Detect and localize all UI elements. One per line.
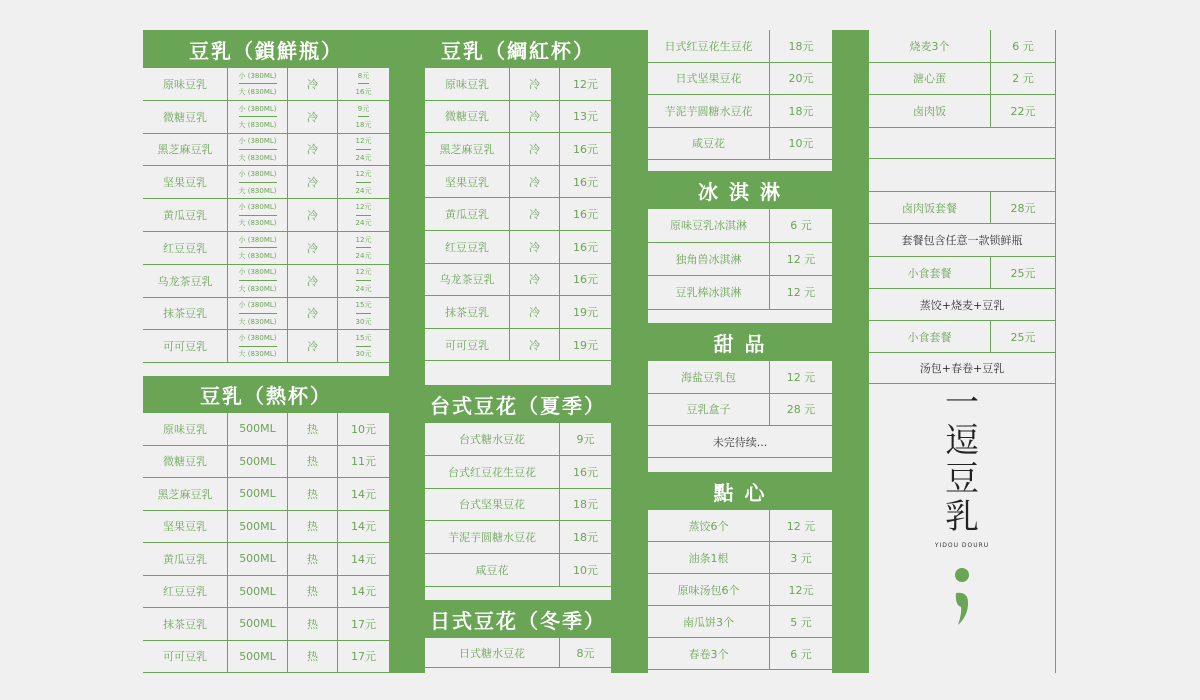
table-cell: 6 元 <box>1012 39 1034 53</box>
table-cell: 红豆豆乳 <box>143 576 228 608</box>
table-row <box>143 298 389 331</box>
table-row <box>648 209 832 243</box>
table-cell: 11元 <box>351 455 376 469</box>
table-cell: 冷 <box>288 134 338 166</box>
menu-column-1 <box>143 30 389 673</box>
table-cell: 黄瓜豆乳 <box>425 198 510 230</box>
table-cell: 红豆豆乳 <box>425 231 510 263</box>
price-cell <box>338 298 389 330</box>
table-cell: 冷 <box>288 265 338 297</box>
table-cell: 咸豆花 <box>648 128 770 160</box>
table-row <box>143 641 389 674</box>
price-small: 12元 <box>356 134 372 150</box>
table-row <box>425 68 611 101</box>
table-row <box>425 101 611 134</box>
table-row <box>143 511 389 544</box>
size-large: 大 (830ML) <box>238 252 277 261</box>
table-cell: 冷 <box>288 166 338 198</box>
table-cell: 500ML <box>228 576 288 608</box>
table-cell: 12 元 <box>786 519 816 533</box>
price-small: 12元 <box>356 166 372 182</box>
price-cell <box>338 232 389 264</box>
table-cell: 冷 <box>288 68 338 100</box>
table-cell: 28 元 <box>786 403 816 417</box>
price-small: 9元 <box>358 101 369 117</box>
table-cell: 冷 <box>288 232 338 264</box>
table-row <box>425 423 611 456</box>
table-cell: 16元 <box>573 240 598 254</box>
table-row <box>143 199 389 232</box>
table-row <box>425 133 611 166</box>
table-cell: 微糖豆乳 <box>143 446 228 478</box>
table-cell: 10元 <box>788 137 814 151</box>
size-small: 小 (380ML) <box>239 298 277 314</box>
table-row <box>425 521 611 554</box>
set-meals-table <box>869 158 1055 384</box>
table-cell: 冷 <box>510 133 560 165</box>
table-row <box>648 574 832 606</box>
size-cell <box>228 68 288 100</box>
price-cell <box>338 265 389 297</box>
table-cell: 原味豆乳 <box>143 413 228 445</box>
size-cell <box>228 101 288 133</box>
table-cell: 热 <box>288 446 338 478</box>
table-cell: 冷 <box>288 330 338 362</box>
table-cell: 18元 <box>788 104 814 118</box>
table-row <box>648 95 832 128</box>
table-row <box>425 554 611 587</box>
table-cell: 冷 <box>510 101 560 133</box>
table-cell: 冷 <box>510 329 560 361</box>
size-large: 大 (830ML) <box>238 120 277 129</box>
japan-douhua-continued-table <box>648 30 832 160</box>
table-row <box>425 489 611 522</box>
table-row <box>143 330 389 363</box>
table-cell: 热 <box>288 478 338 510</box>
section-header-japan: 日式豆花（冬季） <box>425 600 611 638</box>
table-cell: 热 <box>288 511 338 543</box>
table-cell: 16元 <box>573 142 598 156</box>
table-cell: 台式坚果豆花 <box>425 489 560 521</box>
table-cell: 冷 <box>288 199 338 231</box>
price-cell <box>338 330 389 362</box>
table-row <box>143 576 389 609</box>
table-cell: 3 元 <box>790 551 812 565</box>
cup-soymilk-table <box>425 68 611 361</box>
table-cell: 冷 <box>288 101 338 133</box>
table-row <box>648 542 832 574</box>
section-header-cups: 豆乳（綱紅杯） <box>425 30 611 68</box>
size-large: 大 (830ML) <box>238 350 277 359</box>
size-large: 大 (830ML) <box>238 317 277 326</box>
table-cell: 豆乳盒子 <box>648 394 770 426</box>
table-cell: 黑芝麻豆乳 <box>425 133 510 165</box>
table-row <box>143 68 389 101</box>
price-large: 18元 <box>355 120 372 129</box>
table-cell: 可可豆乳 <box>425 329 510 361</box>
table-cell: 可可豆乳 <box>143 641 228 673</box>
table-cell: 冷 <box>510 166 560 198</box>
table-cell: 芋泥芋圆糖水豆花 <box>425 521 560 553</box>
size-cell <box>228 265 288 297</box>
table-cell: 黄瓜豆乳 <box>143 199 228 231</box>
table-cell: 坚果豆乳 <box>425 166 510 198</box>
price-large: 24元 <box>355 252 372 261</box>
table-cell: 12元 <box>788 583 814 597</box>
size-small: 小 (380ML) <box>239 232 277 248</box>
price-small: 15元 <box>356 298 372 314</box>
table-cell: 18元 <box>573 531 598 545</box>
table-cell: 坚果豆乳 <box>143 166 228 198</box>
table-cell: 卤肉饭 <box>869 95 991 127</box>
price-cell <box>338 68 389 100</box>
table-cell: 台式糖水豆花 <box>425 423 560 455</box>
table-cell: 热 <box>288 576 338 608</box>
table-cell: 14元 <box>351 520 376 534</box>
size-cell <box>228 330 288 362</box>
menu-column-4 <box>869 30 1055 673</box>
menu-board <box>143 30 1056 673</box>
table-row <box>425 198 611 231</box>
table-cell: 乌龙茶豆乳 <box>425 264 510 296</box>
table-cell: 日式坚果豆花 <box>648 63 770 95</box>
section-header-bottled: 豆乳（鎖鮮瓶） <box>143 30 389 68</box>
table-cell: 500ML <box>228 413 288 445</box>
table-cell: 芋泥芋圆糖水豆花 <box>648 95 770 127</box>
table-cell: 微糖豆乳 <box>425 101 510 133</box>
table-cell: 20元 <box>788 72 814 86</box>
table-cell: 独角兽冰淇淋 <box>648 243 770 276</box>
table-row <box>648 394 832 427</box>
table-row <box>648 510 832 542</box>
table-cell: 14元 <box>351 487 376 501</box>
price-cell <box>338 166 389 198</box>
section-header-taiwan: 台式豆花（夏季） <box>425 385 611 423</box>
table-cell: 9元 <box>576 432 595 446</box>
table-row <box>425 638 611 668</box>
table-cell: 17元 <box>351 617 376 631</box>
table-row <box>425 166 611 199</box>
size-large: 大 (830ML) <box>238 88 277 97</box>
size-cell <box>228 199 288 231</box>
set-meal-note: 汤包+春卷+豆乳 <box>869 353 1055 384</box>
table-row <box>143 478 389 511</box>
hot-soymilk-table <box>143 413 389 673</box>
set-meal-note: 套餐包含任意一款锁鲜瓶 <box>869 224 1055 257</box>
price-large: 30元 <box>355 317 372 326</box>
table-cell: 原味汤包6个 <box>648 574 770 605</box>
table-cell: 咸豆花 <box>425 554 560 586</box>
size-large: 大 (830ML) <box>238 153 277 162</box>
table-cell: 乌龙茶豆乳 <box>143 265 228 297</box>
size-large: 大 (830ML) <box>238 219 277 228</box>
table-cell: 热 <box>288 543 338 575</box>
size-small: 小 (380ML) <box>239 134 277 150</box>
table-row <box>648 30 832 63</box>
list-item <box>869 158 1055 192</box>
price-small: 12元 <box>356 265 372 281</box>
table-cell: 10元 <box>351 422 376 436</box>
section-header-dessert: 甜 品 <box>648 323 832 361</box>
table-row <box>648 243 832 277</box>
table-row <box>648 361 832 394</box>
table-row <box>143 101 389 134</box>
table-cell: 16元 <box>573 175 598 189</box>
table-cell: 6 元 <box>790 647 812 661</box>
size-cell <box>228 166 288 198</box>
table-cell: 5 元 <box>790 615 812 629</box>
table-cell: 黄瓜豆乳 <box>143 543 228 575</box>
table-cell: 蒸饺6个 <box>648 510 770 541</box>
table-cell: 豆乳棒冰淇淋 <box>648 276 770 309</box>
table-cell: 红豆豆乳 <box>143 232 228 264</box>
table-cell: 8元 <box>576 646 595 660</box>
snacks-continued-table <box>869 30 1055 128</box>
section-header-hot: 豆乳（熱杯） <box>143 376 389 413</box>
price-large: 24元 <box>355 186 372 195</box>
size-large: 大 (830ML) <box>238 186 277 195</box>
table-row <box>648 606 832 638</box>
table-cell: 坚果豆乳 <box>143 511 228 543</box>
size-large: 大 (830ML) <box>238 284 277 293</box>
table-cell: 500ML <box>228 641 288 673</box>
table-cell: 500ML <box>228 511 288 543</box>
price-cell <box>338 199 389 231</box>
menu-column-3 <box>648 30 832 673</box>
table-row <box>143 543 389 576</box>
table-cell: 12元 <box>573 77 598 91</box>
section-header-snacks: 點 心 <box>648 472 832 510</box>
table-cell: 18元 <box>788 39 814 53</box>
list-item: 未完待续... <box>648 426 832 458</box>
brand-subtitle: YIDOU DOURU <box>934 542 990 549</box>
semicolon-logo-icon <box>952 567 972 627</box>
table-cell: 19元 <box>573 305 598 319</box>
price-large: 24元 <box>355 153 372 162</box>
table-cell: 海盐豆乳包 <box>648 361 770 393</box>
table-cell: 春卷3个 <box>648 638 770 669</box>
table-cell: 12 元 <box>786 370 816 384</box>
menu-column-2 <box>425 30 611 673</box>
table-cell: 抹茶豆乳 <box>143 608 228 640</box>
table-cell: 12 元 <box>786 252 816 266</box>
table-row <box>869 95 1055 128</box>
price-small: 15元 <box>356 330 372 346</box>
size-small: 小 (380ML) <box>239 101 277 117</box>
table-cell: 抹茶豆乳 <box>425 296 510 328</box>
set-meal-row: 小食套餐 25元 <box>869 257 1055 289</box>
section-header-icecream: 冰 淇 淋 <box>648 171 832 209</box>
table-cell: 烧麦3个 <box>869 30 991 62</box>
table-cell: 22元 <box>1010 104 1036 118</box>
table-cell: 冷 <box>510 198 560 230</box>
size-cell <box>228 134 288 166</box>
table-cell: 12 元 <box>786 286 816 300</box>
table-cell: 原味豆乳冰淇淋 <box>648 209 770 242</box>
price-small: 8元 <box>358 68 369 84</box>
table-cell: 黑芝麻豆乳 <box>143 134 228 166</box>
table-row <box>143 134 389 167</box>
table-cell: 10元 <box>573 564 598 578</box>
table-cell: 2 元 <box>1012 72 1034 86</box>
table-cell: 16元 <box>573 208 598 222</box>
icecream-table <box>648 209 832 310</box>
table-cell: 日式红豆花生豆花 <box>648 30 770 62</box>
table-row <box>648 63 832 96</box>
table-cell: 热 <box>288 608 338 640</box>
table-cell: 500ML <box>228 478 288 510</box>
japan-douhua-table <box>425 638 611 668</box>
snacks-table <box>648 510 832 670</box>
table-cell: 南瓜饼3个 <box>648 606 770 637</box>
table-row <box>425 329 611 362</box>
table-cell: 原味豆乳 <box>143 68 228 100</box>
table-row <box>143 232 389 265</box>
table-cell: 油条1根 <box>648 542 770 573</box>
table-row <box>648 638 832 670</box>
table-row <box>648 276 832 310</box>
size-small: 小 (380ML) <box>239 265 277 281</box>
price-large: 24元 <box>355 219 372 228</box>
table-cell: 16元 <box>573 465 598 479</box>
set-meal-row: 小食套餐 25元 <box>869 321 1055 353</box>
price-large: 30元 <box>355 350 372 359</box>
bottled-soymilk-table <box>143 68 389 363</box>
table-cell: 黑芝麻豆乳 <box>143 478 228 510</box>
table-cell: 500ML <box>228 543 288 575</box>
price-small: 12元 <box>356 232 372 248</box>
table-cell: 冷 <box>288 298 338 330</box>
table-cell: 19元 <box>573 338 598 352</box>
table-row <box>425 264 611 297</box>
table-row <box>869 63 1055 96</box>
table-cell: 冷 <box>510 296 560 328</box>
table-cell: 6 元 <box>790 219 812 233</box>
table-row <box>425 296 611 329</box>
to-be-continued-row <box>648 426 832 458</box>
brand-logo: 一 逗 豆 乳 <box>945 383 979 537</box>
table-row <box>143 413 389 446</box>
set-meal-row: 卤肉饭套餐 28元 <box>869 192 1055 224</box>
table-cell: 500ML <box>228 608 288 640</box>
table-cell: 热 <box>288 413 338 445</box>
table-cell: 16元 <box>573 273 598 287</box>
table-cell: 14元 <box>351 552 376 566</box>
table-cell: 可可豆乳 <box>143 330 228 362</box>
table-cell: 18元 <box>573 498 598 512</box>
table-cell: 热 <box>288 641 338 673</box>
price-cell <box>338 134 389 166</box>
table-cell: 14元 <box>351 585 376 599</box>
table-row <box>143 608 389 641</box>
table-cell: 13元 <box>573 110 598 124</box>
table-row <box>143 446 389 479</box>
table-cell: 原味豆乳 <box>425 68 510 100</box>
price-small: 12元 <box>356 199 372 215</box>
size-cell <box>228 298 288 330</box>
brand-panel <box>869 352 1055 633</box>
table-cell: 抹茶豆乳 <box>143 298 228 330</box>
taiwan-douhua-table <box>425 423 611 587</box>
price-large: 24元 <box>355 284 372 293</box>
set-meal-note: 蒸饺+烧麦+豆乳 <box>869 289 1055 321</box>
size-small: 小 (380ML) <box>239 199 277 215</box>
size-small: 小 (380ML) <box>239 68 277 84</box>
size-small: 小 (380ML) <box>239 166 277 182</box>
table-cell: 冷 <box>510 264 560 296</box>
table-row <box>869 30 1055 63</box>
table-cell: 17元 <box>351 650 376 664</box>
size-cell <box>228 232 288 264</box>
price-cell <box>338 101 389 133</box>
table-cell: 微糖豆乳 <box>143 101 228 133</box>
table-cell: 冷 <box>510 231 560 263</box>
table-row <box>143 166 389 199</box>
dessert-table <box>648 361 832 426</box>
table-cell: 日式糖水豆花 <box>425 638 560 667</box>
table-row <box>648 128 832 161</box>
price-large: 16元 <box>355 88 372 97</box>
table-cell: 溏心蛋 <box>869 63 991 95</box>
table-cell: 冷 <box>510 68 560 100</box>
table-cell: 500ML <box>228 446 288 478</box>
table-cell: 台式红豆花生豆花 <box>425 456 560 488</box>
table-row <box>143 265 389 298</box>
table-row <box>425 456 611 489</box>
size-small: 小 (380ML) <box>239 330 277 346</box>
table-row <box>425 231 611 264</box>
